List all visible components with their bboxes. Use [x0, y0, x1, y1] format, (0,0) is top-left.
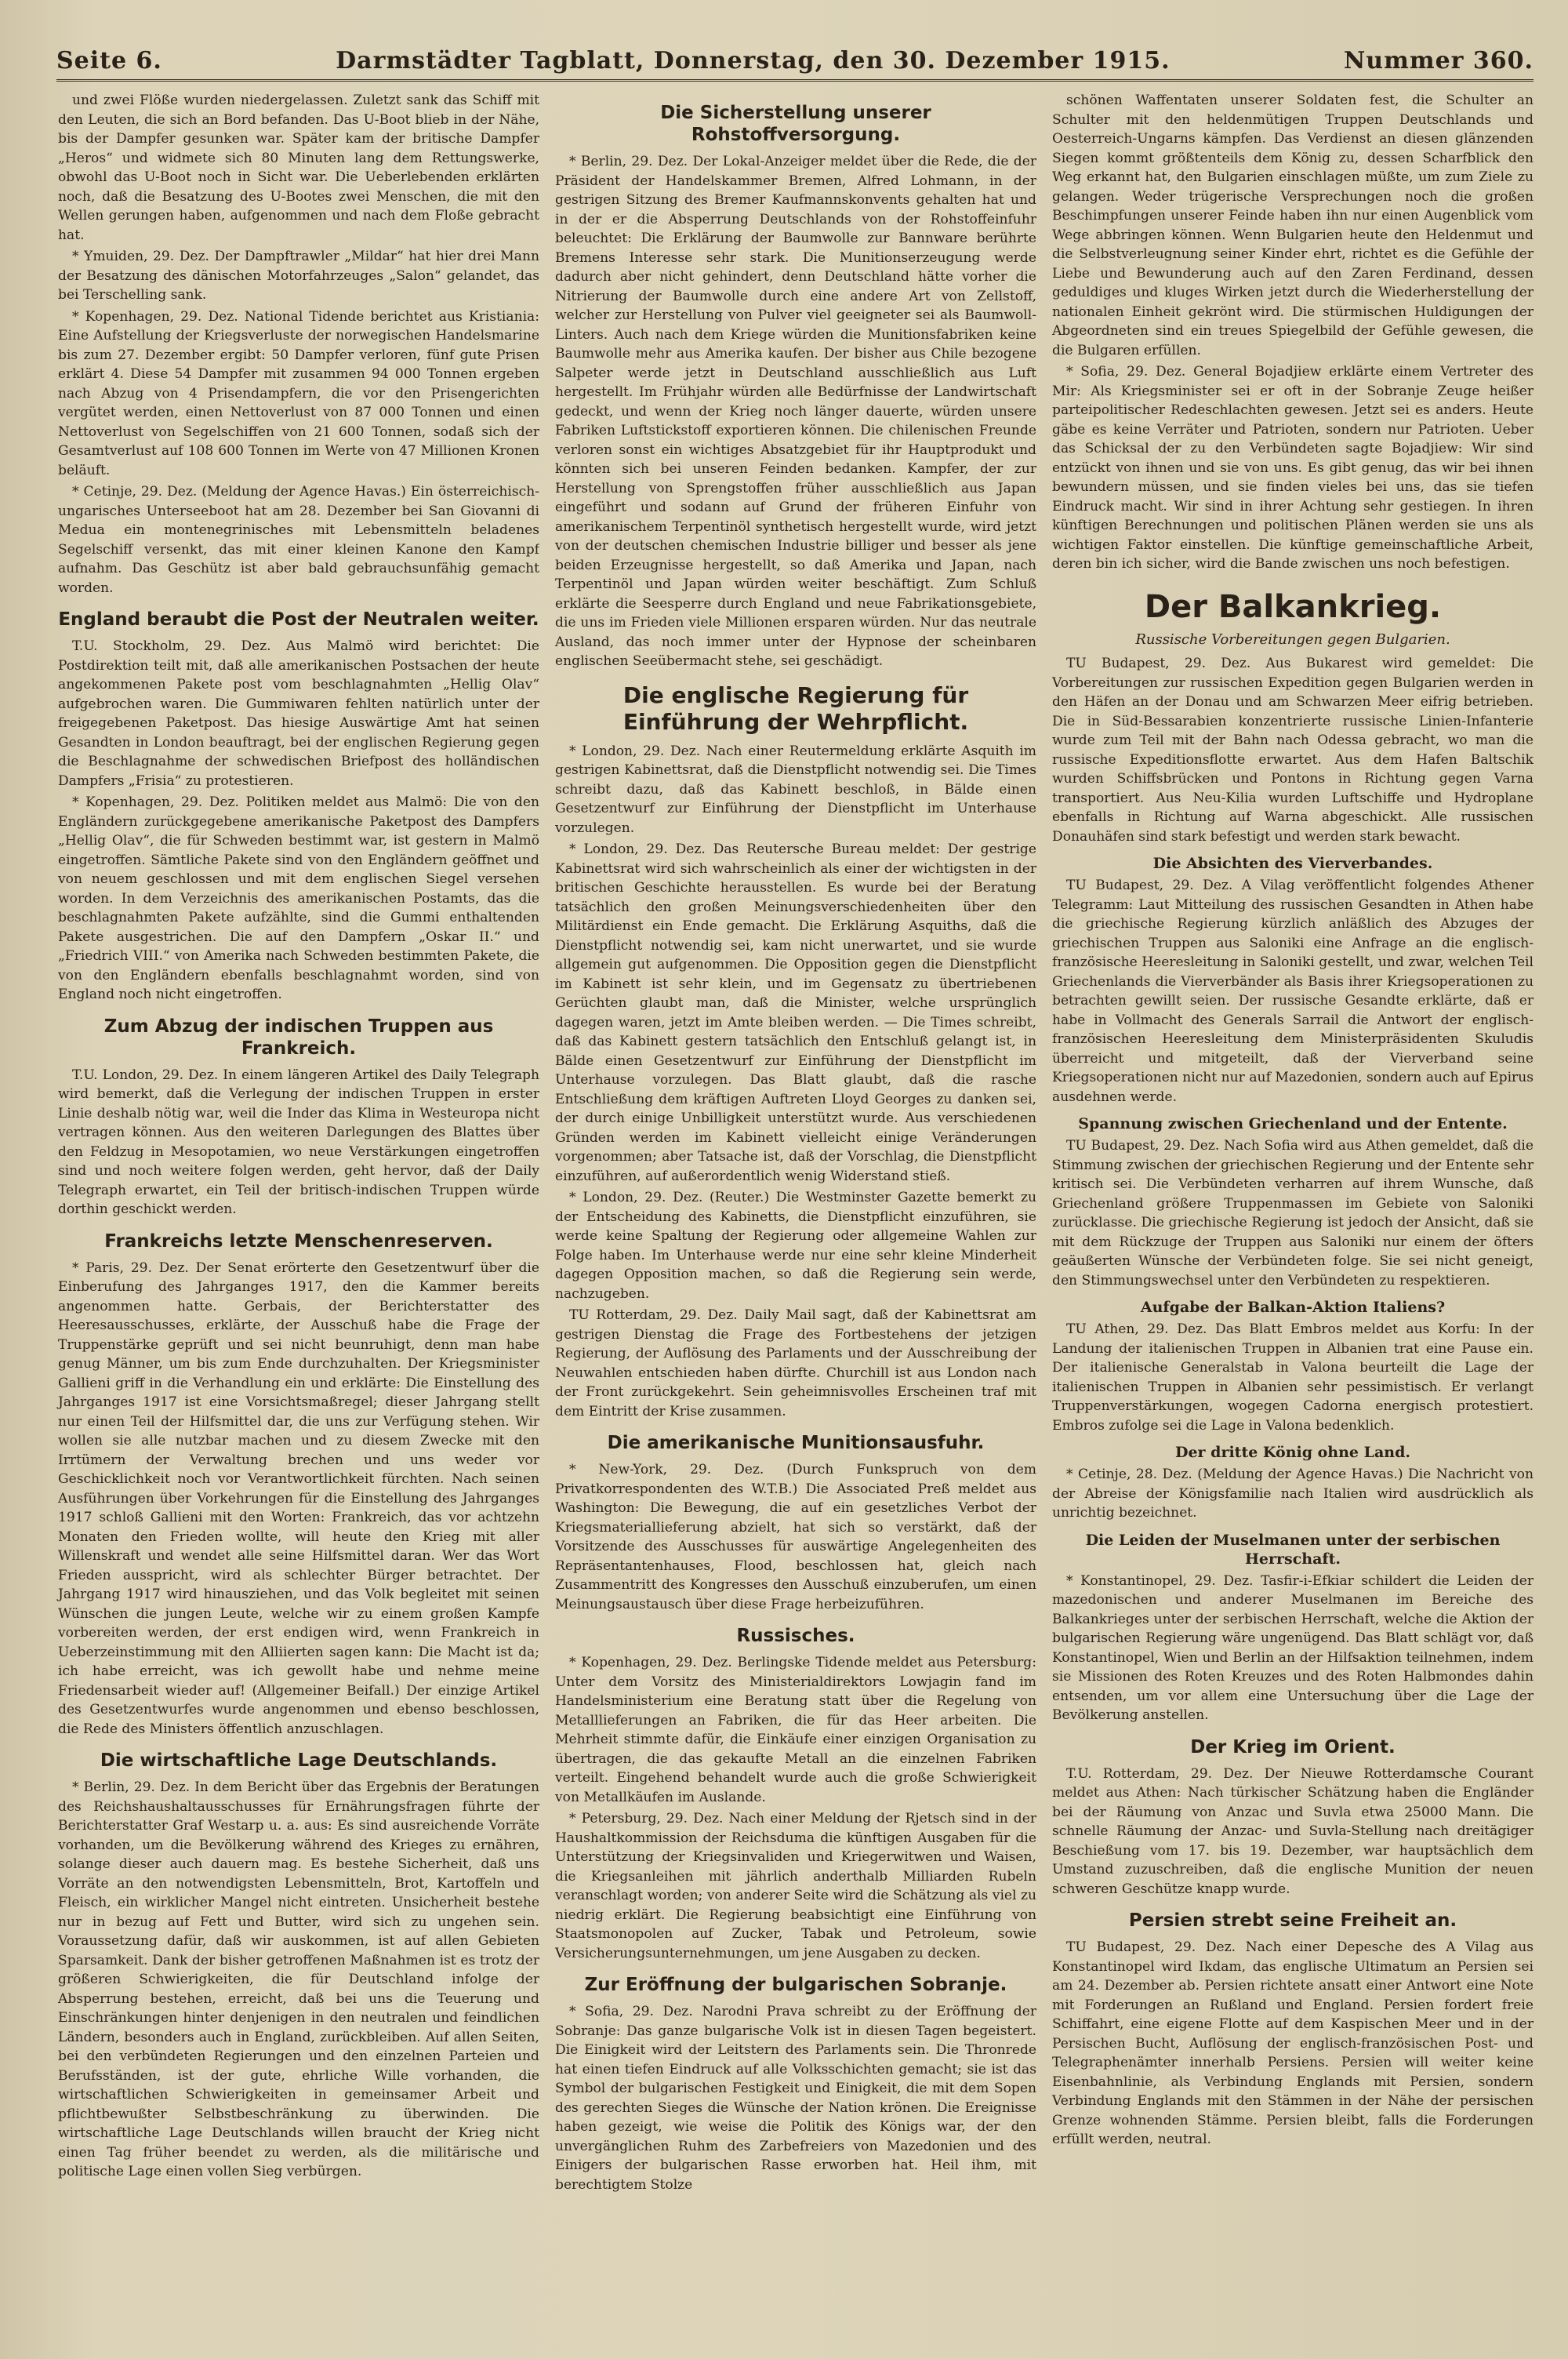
article-text: T.U. Stockholm, 29. Dez. Aus Malmö wird berichtet: Die Postdirektion teilt mit, daß alle amerikanischen Postsachen der heute angekommenen Pakete post vom beschlagnahmten „Hellig Olav“ aufgebrochen waren. Die Gummiwaren fehlten natürlich unter der freigegebenen Paketpost. Das hiesige Auswärtige Amt hat seinen Gesandten in London beauftragt, bei der englischen Regierung gegen die Beschlagnahme der schwedischen Briefpost des holländischen Dampfers „Frisia“ zu protestieren. — [58, 638, 539, 789]
masthead — [56, 47, 1534, 82]
article-text: * Berlin, 29. Dez. In dem Bericht über das Ergebnis der Beratungen des Reichshaushaltausschusses für Ernährungsfragen führte der Berichterstatter Graf Westarp u. a. aus: Es sind ausreichende Vorräte vorhanden, um die Bevölkerung während des Krieges zu ernähren, solange dieser auch dauern mag. Es bestehe Sicherheit, daß uns Vorräte an den notwendigsten Lebensmitteln, Brot, Kartoffeln und Fleisch, ein wirklicher Mangel nicht eintreten. Unsicherheit bestehe nur in bezug auf Fett und Butter, wird sich zu ungehen sein. Voraussetzung dafür, daß wir auskommen, ist auf allen Gebieten Sparsamkeit. Dank der bisher getroffenen Maßnahmen ist es trotz der größeren Schwierigkeiten, die für Deutschland infolge der Absperrung bestehen, erreicht, daß bei uns die Teuerung und Einschränkungen hinter denjenigen in den neutralen und feindlichen Ländern, besonders auch in England, zurückbleiben. Auf allen Seiten, bei den verbündeten Regierungen und den einzelnen Parteien und Berufsständen, ist der gute, ehrliche Wille vorhanden, die wirtschaftlichen Schwierigkeiten in gemeinsamer Arbeit und pflichtbewußter Selbstbeschränkung zu überwinden. Die wirtschaftliche Lage Deutschlands willen braucht der Krieg nicht einen Tag früher beendet zu werden, als die militärische und politische Lage einen vollen Sieg verbürgen. — [58, 1779, 539, 2179]
subheadline: Russische Vorbereitungen gegen Bulgarien. — [1135, 631, 1450, 648]
columns — [56, 91, 1534, 2350]
subheadline: Spannung zwischen Griechenland und der Entente. — [1078, 1115, 1508, 1132]
article-text: und zwei Flöße wurden niedergelassen. Zuletzt sank das Schiff mit den Leuten, die sich an Bord befanden. Das U-Boot blieb in der Nähe, bis der Dampfer gesunken war. Später kam der britische Dampfer „Heros“ und widmete sich 80 Minuten lang dem Rettungswerke, obwohl das U-Boot noch in Sicht war. Die Ueberlebenden erklärten noch, daß die Besatzung des U-Bootes zwei Menschen, die mit den Wellen gerungen haben, aufgenommen und nach dem Floße gebracht hat. — [58, 93, 539, 243]
headline: Russisches. — [736, 1626, 855, 1646]
article-text: TU Budapest, 29. Dez. Nach Sofia wird aus Athen gemeldet, daß die Stimmung zwischen der griechischen Regierung und der Entente sehr kritisch sei. Die Verbündeten verharren auf ihrem Wunsche, daß Griechenland größere Truppenmassen im Gebiete von Saloniki zurücklasse. Die griechische Regierung ist jedoch der Ansicht, daß sie mit dem Rückzuge der Truppen aus Saloniki nur einem der öfters geäußerten Wünsche der Verbündeten folge. Sie sei nicht geneigt, den Stimmungswechsel unter den Verbündeten zu respektieren. — [1052, 1138, 1534, 1289]
article-text: TU Rotterdam, 29. Dez. Daily Mail sagt, daß der Kabinettsrat am gestrigen Dienstag die Frage des Fortbestehens der jetzigen Regierung, der Auflösung des Parlaments und der Ausschreibung der Neuwahlen entschieden haben dürfte. Churchill ist aus London nach der Front zurückgekehrt. Sein geheimnisvolles Erscheinen traf mit dem Eintritt der Krise zusammen. — [555, 1307, 1036, 1419]
section-headline: Der Balkankrieg. — [1144, 588, 1442, 625]
article-text: * London, 29. Dez. Das Reutersche Bureau meldet: Der gestrige Kabinettsrat wird sich wahrscheinlich als einer der wichtigsten in der britischen Geschichte herausstellen. Es wurde bei der Beratung tatsächlich den großen Meinungsverschiedenheiten über den Militärdienst ein Ende gemacht. Die Erklärung Asquiths, daß die Dienstpflicht notwendig sei, kam nicht unerwartet, und sie wurde allgemein gut aufgenommen. Die Opposition gegen die Dienstpflicht im Kabinett ist sehr klein, und im Gegensatz zu übertriebenen Gerüchten glaubt man, daß die Minister, welche ursprünglich dagegen waren, jetzt im Amte bleiben werden. — Die Times schreibt, daß das Kabinett gestern tatsächlich den Entschluß gelangt ist, in Bälde einen Gesetzentwurf zur Einführung der Dienstpflicht im Unterhause vorzulegen. Das Blatt glaubt, daß die rasche Entschließung dem kräftigen Auftreten Lloyd Georges zu danken sei, der durch einige Unbilligkeit unterstützt wurde. Aus verschiedenen Gründen werden im Kabinett vielleicht einige Veränderungen vorgenommen; aber Tatsache ist, daß der Vorschlag, die Dienstpflicht einzuführen, auf außerordentlich wenig Widerstand stieß. — [555, 841, 1036, 1184]
article-text: * Sofia, 29. Dez. Narodni Prava schreibt zu der Eröffnung der Sobranje: Das ganze bulgarische Volk ist in diesen Tagen begeistert. Die Einigkeit wird der Leitstern des Parlaments sein. Die Thronrede hat einen tiefen Eindruck auf alle Volksschichten gemacht; sie ist das Symbol der bulgarischen Festigkeit und Einigkeit, die mit dem Sopen des gerechten Sieges die Wünsche der Nation krönen. Die Ereignisse haben gezeigt, wie weise die Politik des Königs war, der den unvergänglichen Ruhm des Zarbefreiers von Mazedonien und des Einigers der bulgarischen Rasse erworben hat. Heil ihm, mit berechtigtem Stolze — [555, 2004, 1036, 2193]
subheadline: Aufgabe der Balkan-Aktion Italiens? — [1140, 1299, 1446, 1316]
article-text: * Berlin, 29. Dez. Der Lokal-Anzeiger meldet über die Rede, die der Präsident der Handelskammer Bremen, Alfred Lohmann, in der gestrigen Sitzung des Bremer Kaufmannskonvents gehalten hat und in der er die Absperrung Deutschlands von der Rohstoffeinfuhr beleuchtet: Die Erklärung der Baumwolle zur Bannware berührte Bremens Interesse sehr stark. Die Munitionserzeugung werde dadurch aber nicht gehindert, denn Deutschland hätte vorher die Nitrierung der Baumwolle durch eine andere Art von Zellstoff, welcher zur Herstellung von Pulver viel geeigneter sei als Baumwoll-Linters. Auch nach dem Kriege würden die Munitionsfabriken keine Baumwolle mehr aus Amerika kaufen. Der bisher aus Chile bezogene Salpeter werde jetzt in Deutschland ausschließlich aus Luft hergestellt. Im Frühjahr würden alle Bedürfnisse der Landwirtschaft gedeckt, und wenn der Krieg noch länger dauerte, würden unsere Fabriken Luftstickstoff exportieren können. Die chilenischen Freunde verloren sonst ein wichtiges Absatzgebiet für ihr Hauptprodukt und könnten sich bei unseren Feinden bedanken. Kampfer, der zur Herstellung von Sprengstoffen früher ausschließlich aus Japan eingeführt und sodann auf Grund der früheren Einfuhr von amerikanischem Terpentinöl synthetisch hergestellt wurde, wird jetzt von der deutschen chemischen Industrie billiger und besser als jene beiden Erzeugnisse hergestellt, so daß Amerika und Japan, nach Terpentinöl und Japan würden weiter beschäftigt. Zum Schluß erklärte die Seesperre durch England und neue Fabrikationsgebiete, die uns im Frieden viele Millionen ersparen würden. Nur das neutrale Ausland, das noch immer unter der Hypnose der scheinbaren englischen Seeübermacht stehe, sei geschädigt. — [555, 154, 1036, 669]
article-text: * Kopenhagen, 29. Dez. Berlingske Tidende meldet aus Petersburg: Unter dem Vorsitz des Ministerialdirektors Lowjagin fand im Handelsministerium eine Beratung statt über die Regelung von Metalllieferungen an Fabriken, die für das Heer arbeiten. Die Mehrheit stimmte dafür, die Einkäufe einer einzigen Organisation zu übertragen, die das gekaufte Metall an die einzelnen Fabriken verteilt. Eingehend behandelt wurde auch die große Schwierigkeit von Metallkäufen im Auslande. — [555, 1655, 1036, 1805]
headline: Die wirtschaftliche Lage Deutschlands. — [100, 1750, 498, 1771]
article-text: schönen Waffentaten unserer Soldaten fest, die Schulter an Schulter mit den heldenmütigen Truppen Deutschlands und Oesterreich-Ungarns kämpfen. Das Verdienst an diesen glänzenden Siegen kommt größtenteils dem König zu, dessen Scharfblick den Weg erkannt hat, den Bulgarien einschlagen müßte, um zum Ziele zu gelangen. Weder trügerische Versprechungen noch die großen Beschimpfungen unserer Feinde haben ihn nur einen Augenblick vom Wege abbringen können. Wenn Bulgarien heute den Heldenmut und die Selbstverleugnung seiner Kinder ehrt, richtet es die Gefühle der Liebe und Bewunderung auch auf den Zaren Ferdinand, dessen geduldiges und kluges Wirken jetzt durch die Wiederherstellung der nationalen Einheit gekrönt wird. Die stürmischen Huldigungen der Abgeordneten sind ein treues Spiegelbild der Gefühle gewesen, die die Bulgaren erfüllen. — [1052, 93, 1534, 358]
article-text: * New-York, 29. Dez. (Durch Funkspruch von dem Privatkorrespondenten des W.T.B.) Die Associated Preß meldet aus Washington: Die Bewegung, die auf ein gesetzliches Verbot der Kriegsmateriallieferung abzielt, hat sich so verstärkt, daß der Vorsitzende des Ausschusses für auswärtige Angelegenheiten des Repräsentantenhauses, Flood, beschlossen hat, gleich nach Zusammentritt des Kongresses den Ausschuß einzuberufen, um einen Meinungsaustausch über diese Frage herbeizuführen. — [555, 1462, 1036, 1612]
article-text: TU Budapest, 29. Dez. A Vilag veröffentlicht folgendes Athener Telegramm: Laut Mitteilung des russischen Gesandten in Athen habe die griechische Regierung kürzlich anläßlich des Abzuges der griechischen Truppen aus Saloniki eine Anfrage an die englisch-französische Heeresleitung in Saloniki gestellt, und zwar, welchen Teil Griechenlands die Vierverbänder als Basis ihrer Kriegsoperationen zu betrachten gewillt seien. Der russische Gesandte erklärte, daß er habe in Vollmacht des Generals Sarrail die Antwort der englisch-französischen Heeresleitung dem Ministerpräsidenten Skuludis überreicht und mitgeteilt, daß der Vierverband seine Kriegsoperationen nicht nur auf Mazedonien, sondern auch auf Epirus ausdehnen werde. — [1052, 878, 1534, 1105]
subheadline: Der dritte König ohne Land. — [1174, 1444, 1411, 1461]
headline: England beraubt die Post der Neutralen weiter. — [58, 609, 539, 630]
article-text: * Cetinje, 29. Dez. (Meldung der Agence Havas.) Ein österreichisch-ungarisches Unterseeboot hat am 28. Dezember bei San Giovanni di Medua ein montenegrinisches mit Lebensmitteln beladenes Segelschiff versenkt, das mit einer kleinen Kanone den Kampf aufnahm. Das Geschütz ist aber bald gebrauchsunfähig gemacht worden. — [58, 484, 539, 596]
headline: Die englische Regierung für Einführung der Wehrpflicht. — [622, 682, 969, 735]
column-2 — [554, 91, 1036, 2350]
article-text: T.U. London, 29. Dez. In einem längeren Artikel des Daily Telegraph wird bemerkt, daß die Verlegung der indischen Truppen in erster Linie deshalb nötig war, weil die Inder das Klima in Westeuropa nicht vertragen können. Aus den weiteren Darlegungen des Blattes über den Feldzug in Mesopotamien, wo neue Verstärkungen eingetroffen sind und noch weitere folgen werden, geht hervor, daß der Daily Telegraph erwartet, ein Teil der britisch-indischen Truppen würde dorthin geschickt werden. — [58, 1067, 539, 1217]
article-text: * Sofia, 29. Dez. General Bojadjiew erklärte einem Vertreter des Mir: Als Kriegsminister sei er oft in der Sobranje Zeuge heißer parteipolitischer Redeschlachten gewesen. Jetzt sei es anders. Heute gäbe es keine Verräter und Patrioten, sondern nur Patrioten. Ueber das Schicksal der zu den Verbündeten sagte Bojadjiew: Wir sind entzückt von ihnen und sie von uns. Es gibt genug, das wir bei ihnen bewundern müssen, und sie finden vieles bei uns, das sie tiefen Eindruck macht. Wir sind in ihrer Achtung sehr gestiegen. In ihren künftigen Berechnungen und politischen Plänen werden sie uns als wichtigen Faktor einstellen. Die künftige gemeinschaftliche Arbeit, deren bin ich sicher, wird die Bande zwischen uns noch befestigen. — [1052, 364, 1534, 572]
article-text: TU Athen, 29. Dez. Das Blatt Embros meldet aus Korfu: In der Landung der italienischen Truppen in Albanien trat eine Pause ein. Der italienische Generalstab in Valona beurteilt die Lage der italienischen Truppen in Albanien sehr pessimistisch. Er verlangt Truppenverstärkungen, wogegen Cadorna energisch protestiert. Embros zufolge sei die Lage in Valona bedenklich. — [1052, 1321, 1534, 1434]
headline: Frankreichs letzte Menschenreserven. — [104, 1230, 493, 1252]
headline: Zur Eröffnung der bulgarischen Sobranje. — [584, 1975, 1007, 1995]
subheadline: Die Absichten des Vierverbandes. — [1152, 855, 1433, 872]
headline: Zum Abzug der indischen Truppen aus Frankreich. — [103, 1016, 494, 1059]
article-text: * Kopenhagen, 29. Dez. Politiken meldet aus Malmö: Die von den Engländern zurückgegebene amerikanische Paketpost des Dampfers „Hellig Olav“, die für Schweden bestimmt war, ist gestern in Malmö eingetroffen. Sämtliche Pakete sind von den Engländern geöffnet und von neuem geschlossen und mit dem englischen Siegel versehen worden. In dem Verzeichnis des amerikanischen Postamts, das die beschlagnahmten Pakete aufzählte, sind die Gummi enthaltenden Pakete ausgestrichen. Die auf den Dampfern „Oskar II.“ und „Friedrich VIII.“ von Amerika nach Schweden bestimmten Pakete, die von den Engländern ebenfalls beschlagnahmt worden, sind von England noch nicht eingetroffen. — [58, 794, 539, 1002]
article-text: * Konstantinopel, 29. Dez. Tasfir-i-Efkiar schildert die Leiden der mazedonischen und anderer Muselmanen im Bereiche des Balkankrieges unter der serbischen Herrschaft, welche die Aktion der bulgarischen Regierung wäre ungenügend. Das Blatt schlägt vor, daß Konstantinopel, Wien und Berlin an der Hilfsaktion teilnehmen, indem sie Missionen des Roten Kreuzes und des Roten Halbmondes dahin entsenden, um vor allem eine Untersuchung über die Lage der Bevölkerung anstellen. — [1052, 1572, 1534, 1723]
column-3 — [1051, 91, 1534, 2350]
article-text: * Kopenhagen, 29. Dez. National Tidende berichtet aus Kristiania: Eine Aufstellung der Kriegsverluste der norwegischen Handelsmarine bis zum 27. Dezember ergibt: 50 Dampfer verloren, fünf gute Prisen erklärt 4. Diese 54 Dampfer mit zusammen 94 000 Tonnen ergeben nach Abzug von 4 Prisendampfern, die vor den Prisengerichten vergütet werden, einen Nettoverlust von 87 000 Tonnen und einen Nettoverlust von Segelschiffen von 21 600 Tonnen, sodaß sich der Gesamtverlust auf 108 600 Tonnen im Werte von 47 Millionen Kronen beläuft. — [58, 308, 539, 478]
article-text: * Paris, 29. Dez. Der Senat erörterte den Gesetzentwurf über die Einberufung des Jahrganges 1917, den die Kammer bereits angenommen hatte. Gerbais, der Berichterstatter des Heeresausschusses, erklärte, der Ausschuß habe die Frage der Truppenstärke geprüft und sei nicht beunruhigt, denn man habe genug Männer, um bis zum Ende durchzuhalten. Der Kriegsminister Gallieni griff in die Verhandlung ein und erklärte: Die Einstellung des Jahrganges 1917 ist eine Vorsichtsmaßregel; dieser Jahrgang stellt nur einen Teil der Hilfsmittel dar, die uns zur Verfügung stehen. Wir wollen sie alle nutzbar machen und zu diesem Zwecke mit den Irrtümern der Verwaltung brechen und uns weder vor Geschicklichkeit noch vor Verantwortlichkeit fürchten. Nach seinen Ausführungen über Vorkehrungen für die Einstellung des Jahrganges 1917 schloß Gallieni mit den Worten: Frankreich, das vor achtzehn Monaten den Frieden wollte, will heute den Krieg mit aller Willenskraft und wendet alle seine Hilfsmittel daran. Wer das Wort Frieden ausspricht, wird als schlechter Bürger betrachtet. Der Jahrgang 1917 wird hinausziehen, und das Volk begleitet mit seinen Wünschen die jungen Leute, welche wir zu einem großen Kampfe vorbereiten werden, der erst endigen wird, wenn Frankreich in Ueberzeinstimmung mit den Alliierten sagen kann: Die Macht ist da; ich habe erreicht, was ich gewollt habe und nehme meine Friedensarbeit wieder auf! (Allgemeiner Beifall.) Der einzige Artikel des Gesetzentwurfes wurde angenommen und ebenso beschlossen, die Rede des Ministers öffentlich anzuschlagen. — [58, 1259, 539, 1737]
headline: Persien strebt seine Freiheit an. — [1128, 1910, 1457, 1931]
article-text: * Cetinje, 28. Dez. (Meldung der Agence Havas.) Die Nachricht von der Abreise der Königsfamilie nach Italien wird ausdrücklich als unrichtig bezeichnet. — [1052, 1467, 1534, 1521]
subheadline: Die Leiden der Muselmanen unter der serbischen Herrschaft. — [1085, 1531, 1501, 1568]
headline: Die Sicherstellung unserer Rohstoffversorgung. — [660, 103, 931, 145]
article-text: * London, 29. Dez. (Reuter.) Die Westminster Gazette bemerkt zu der Entscheidung des Kabinetts, die Dienstpflicht einzuführen, sie werde keine Spaltung der Regierung oder allgemeine Wahlen zur Folge haben. Im Unterhause werde nur eine sehr kleine Minderheit dagegen Opposition machen, so daß die Regierung sein werde, nachzugeben. — [555, 1190, 1036, 1302]
article-text: TU Budapest, 29. Dez. Aus Bukarest wird gemeldet: Die Vorbereitungen zur russischen Expedition gegen Bulgarien werden in den Häfen an der Donau und am Schwarzen Meer eifrig betrieben. Die in Süd-Bessarabien konzentrierte russische Linien-Infanterie wurde zum Teil mit der Bahn nach Odessa gebracht, wo man die russische Expeditionsflotte erwartet. Aus dem Hafen Baltschik wurden Schiffsbrücken und Pontons in Richtung gegen Varna transportiert. Aus Neu-Kilia wurden Luftschiffe und Hydroplane ebenfalls in Richtung auf Warna abgeschickt. Alle russischen Donauhäfen sind stark befestigt und werden stark bewacht. — [1052, 656, 1534, 845]
paper-title: Darmstädter Tagblatt, Donnerstag, den 30. Dezember 1915. — [336, 47, 1171, 75]
article-text: * Ymuiden, 29. Dez. Der Dampftrawler „Mildar“ hat hier drei Mann der Besatzung des dänischen Motorfahrzeuges „Salon“ gelandet, das bei Terschelling sank. — [58, 249, 539, 303]
article-text: T.U. Rotterdam, 29. Dez. Der Nieuwe Rotterdamsche Courant meldet aus Athen: Nach türkischer Schätzung haben die Engländer bei der Räumung von Anzac und Suvla etwa 25000 Mann. Die schnelle Räumung der Anzac- und Suvla-Stellung nach dreitägiger Beschießung vom 17. bis 19. Dezember, war hauptsächlich dem Umstand zuzuschreiben, daß die englische Munition der neuen schweren Geschütze knapp wurde. — [1052, 1765, 1534, 1897]
issue-number: Nummer 360. — [1343, 47, 1534, 75]
article-text: * Petersburg, 29. Dez. Nach einer Meldung der Rjetsch sind in der Haushaltkommission der Reichsduma die künftigen Ausgaben für die Unterstützung der Kriegsinvaliden und Kriegerwitwen und Waisen, die Kriegsanleihen mit jährlich anderthalb Milliarden Rubeln veranschlagt worden; von anderer Seite wird die Schätzung als viel zu niedrig erklärt. Die Regierung beabsichtigt eine Einführung von Staatsmonopolen auf Zucker, Tabak und Petroleum, sowie Versicherungsunternehmungen, um jene Ausgaben zu decken. — [555, 1811, 1036, 1961]
article-text: * London, 29. Dez. Nach einer Reutermeldung erklärte Asquith im gestrigen Kabinettsrat, daß die Dienstpflicht notwendig sei. Die Times schreibt dazu, daß das Kabinett beschloß, in Bälde einen Gesetzentwurf zur Einführung der Dienstpflicht im Unterhause vorzulegen. — [555, 743, 1036, 836]
headline: Die amerikanische Munitionsausfuhr. — [607, 1433, 985, 1453]
column-1 — [56, 91, 539, 2350]
headline: Der Krieg im Orient. — [1190, 1736, 1396, 1757]
page-number: Seite 6. — [56, 47, 162, 75]
article-text: TU Budapest, 29. Dez. Nach einer Depesche des A Vilag aus Konstantinopel wird Ikdam, das englische Ultimatum an Persien sei am 24. Dezember ab. Persien richtete ansatt einer Antwort eine Note mit Forderungen an Rußland und England. Persien fordert freie Schiffahrt, eine eigene Flotte auf dem Kaspischen Meer und in der Persischen Bucht, Auflösung der englisch-französischen Post- und Telegraphenämter innerhalb Persiens. Persien will weiter keine Eisenbahnlinie, als Verbindung Englands mit Persien, sondern Verbindung Englands mit den Stämmen in der Nähe der persischen Grenze wohnenden Stämme. Persien bleibt, falls die Forderungen erfüllt werden, neutral. — [1052, 1939, 1534, 2147]
